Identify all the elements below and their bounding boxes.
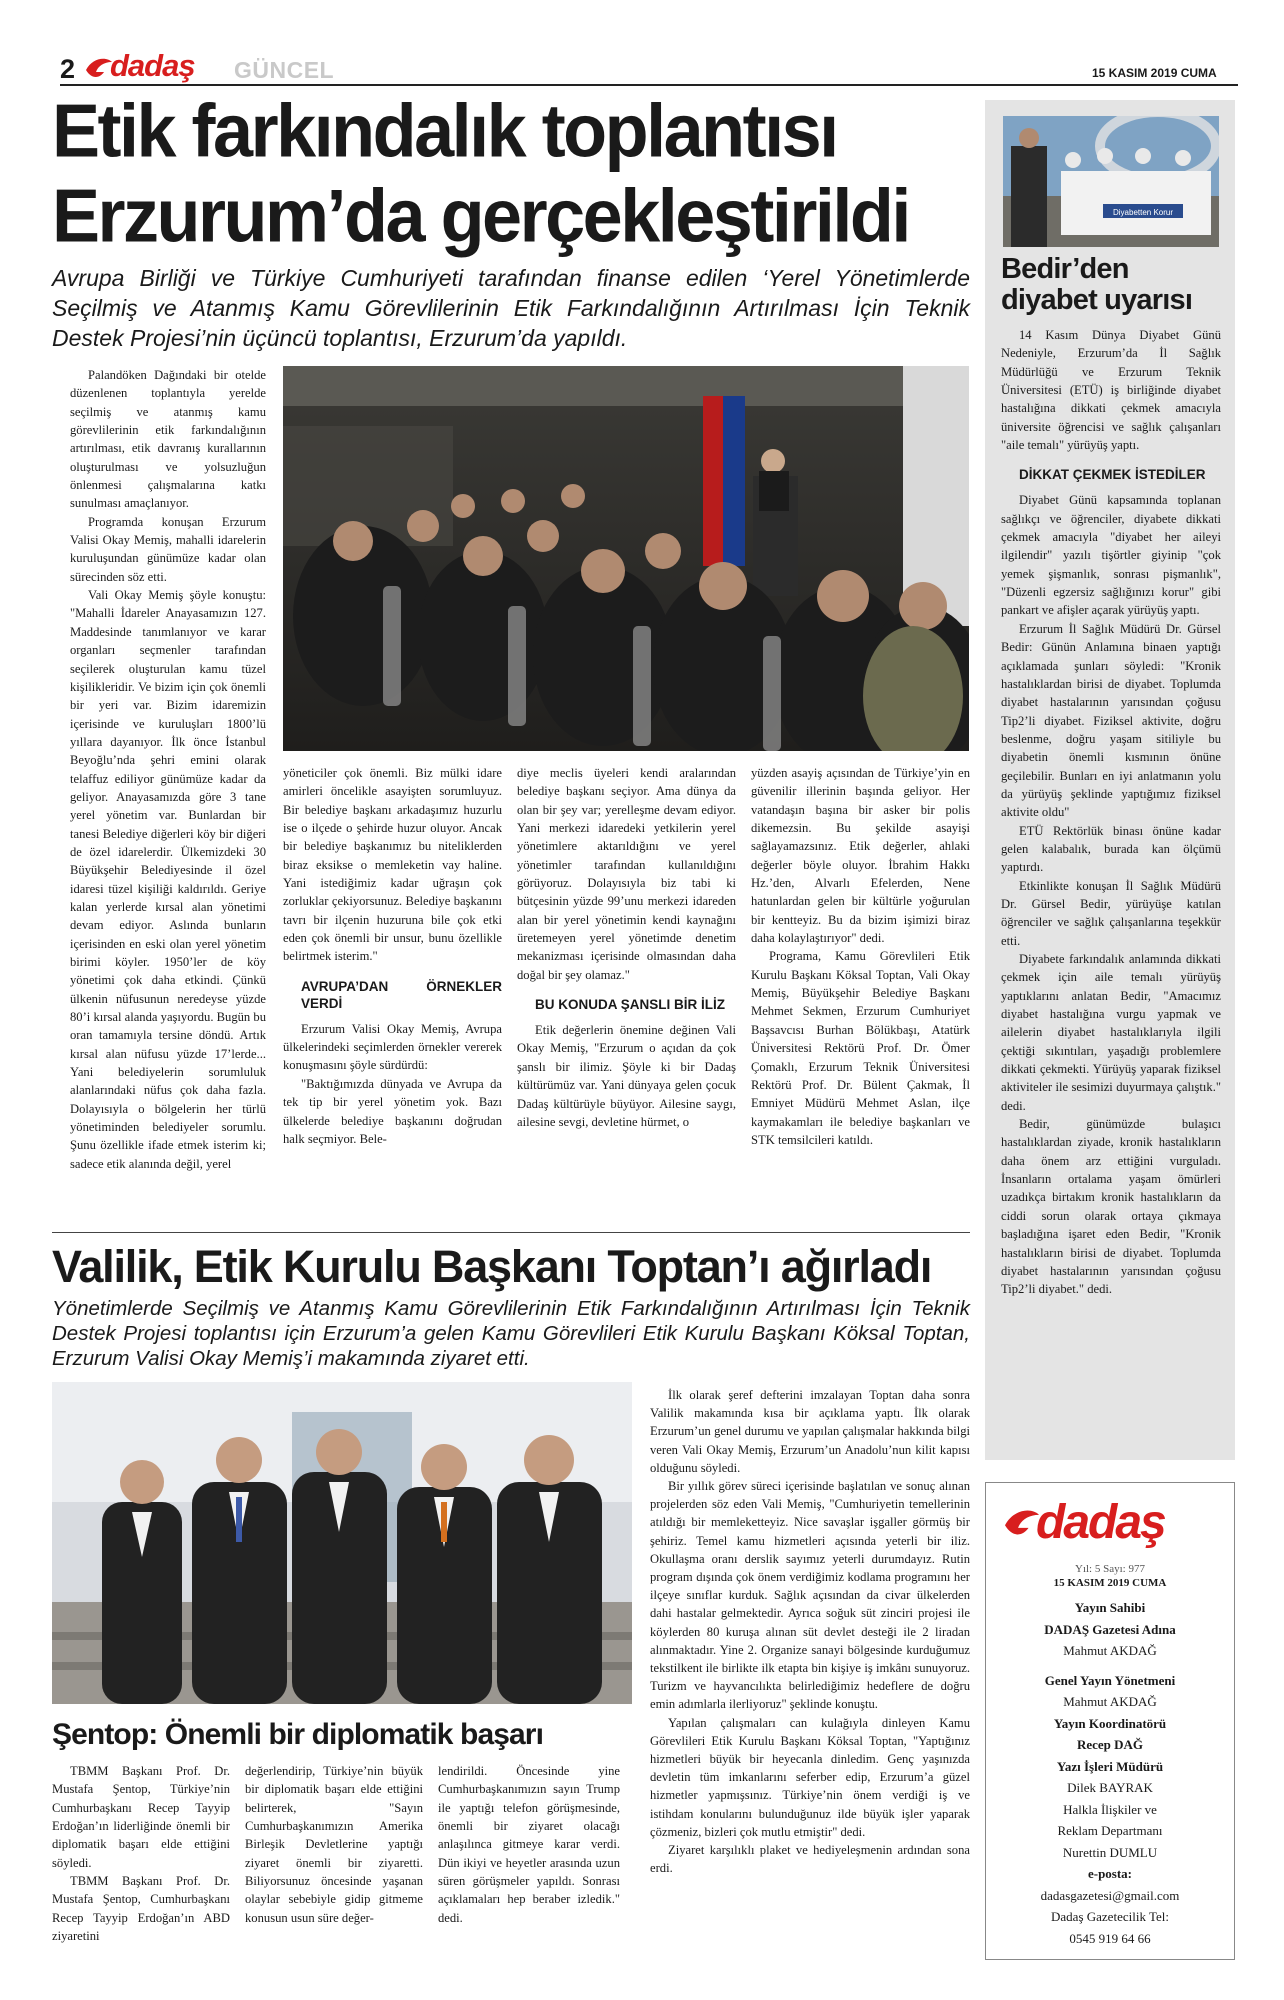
masthead-credit-value (986, 1662, 1234, 1670)
masthead-date: 15 KASIM 2019 CUMA (1053, 1577, 1167, 1589)
lead-subheading-1: AVRUPA’DAN ÖRNEKLER VERDİ (301, 978, 502, 1011)
sidebar-body (1001, 326, 1221, 1299)
second-paragraph: Ziyaret karşılıklı plaket ve hediyeleşmenin ardından sona erdi. (650, 1843, 970, 1876)
masthead-credit-title: e-posta: (1087, 1866, 1133, 1881)
lead-paragraph: Palandöken Dağındaki bir otelde düzenlenen toplantıyla yerelde seçilmiş ve atanmış kamu görevlilerinin etik farkındalığının artırılması, etik davranış kurallarının oluşturulması ve yolsuzluğun önlenmesi çalışmalarına katkı sunulması amaçlanıyor. (70, 368, 266, 511)
lead-headline (52, 89, 972, 260)
third-paragraph: TBMM Başkanı Prof. Dr. Mustafa Şentop, Cumhurbaşkanı Recep Tayyip Erdoğan’ın ABD ziyaretini (52, 1874, 230, 1944)
lead-paragraph: Programda konuşan Erzurum Valisi Okay Memiş, mahalli idarelerin kuruluşundan günümüze kadar olan sürecinden söz etti. (70, 514, 266, 584)
section-divider (52, 1232, 970, 1233)
second-paragraph: Bir yıllık görev süreci içerisinde başlatılan ve sonuç alınan projelerden söz eden Vali Memiş, "Cumhuriyetin temellerinin atıldığı bir memleketteyiz. Nice savaşlar işgaller görmüş bir şehiriz. Temel kamu hizmetleri açısında yeterli bir iliz. Okullaşma oranı derslik sayımız yeterli durumdayız. Rutin program dışında çok önem verdiğimiz kodlama programını her ilçeye sınıflar kurduk. Sağlık açısından da civar ülkelerden dahi hastalar gelmektedir. Ayrıca soğuk süt zinciri projesi ile köylerden 80 kuruşa alınan süt devlet desteği ile 2 liradan alınmaktadır. Yine 2. Organize sanayi bölgesinde kurduğumuz tekstilkent ile birlikte ilk etapta bin kişiye iş imkânı sunuyoruz. Turizm ve hayvancılıkta belirlediğimiz hedeflere de doğru emin adımlarla ilerliyoruz" şeklinde konuştu. (650, 1479, 970, 1712)
header-rule (60, 84, 1238, 86)
lead-paragraph: yüzden asayiş açısından de Türkiye’yin en güvenilir illerinin başında geliyor. Her vatandaşın başına bir asker bir polis dikemezsin. Bu şekilde asayişi sağlayamazsınız. Etik değerler, ahlaki değerler böyle oluyor. İbrahim Hakkı Hz.’den, Alvarlı Efelerden, Nene hatunlardan gelen bir kültürle yoğurulan bir kentteyiz. Bu da bizim işimizi biraz daha kolaylaştırıyor" dedi. (751, 766, 970, 946)
sidebar-headline-line1: Bedir’den (1001, 253, 1129, 285)
officials-photo-image (52, 1382, 632, 1704)
third-column-2 (245, 1762, 423, 1927)
masthead-credit-title: Yayın Sahibi (1074, 1600, 1146, 1615)
sidebar-paragraph: Erzurum İl Sağlık Müdürü Dr. Gürsel Bedir: Günün Anlamına binaen yaptığı açıklamada şunları söyledi: "Kronik hastalıklardan birisi de diyabet. Toplumda diyabet hastalarının yarısından çoğusu Tip2’li diyabet. Fiziksel aktivite, doğru beslenme, doğru yaşam sitiliyle bu diyabetin önemli kısmının önüne geçilebilir. Bunları en iyi anlatmanın yolu da yürüyüş şeklinde yaptığımız fiziksel aktivite oldu" (1001, 621, 1221, 820)
lead-paragraph: Programa, Kamu Görevlileri Etik Kurulu Başkanı Köksal Toptan, Vali Okay Memiş, Büyükşehir Belediye Başkanı Mehmet Sekmen, Erzurum Cumhuriyet Başsavcısı Burhan Bölükbaşı, Atatürk Üniversitesi Rektörü Prof. Dr. Ömer Çomaklı, Erzurum Teknik Üniversitesi Rektörü Prof. Dr. Bülent Çakmak, İl Emniyet Müdürü Mehmet Aslan, ilçe kaymakamları ile belediye başkanları ve STK temsilcileri katıldı. (751, 949, 970, 1147)
second-paragraph: Yapılan çalışmaları can kulağıyla dinleyen Kamu Görevlileri Etik Kurulu Başkanı Köksal Toptan, "Yaptığınız hizmetleri büyük bir heyecanla dinledim. Genç yaşınızda devletin tüm imkanlarını seferber edip, Erzurum’a güzel hizmetler yapmışsınız. Türkiye’nin önem verdiği iş ve istihdam konularını bulunduğunuz ilde büyük işler yaparak çözmeniz, bizleri çok mutlu etmiştir" dedi. (650, 1715, 970, 1839)
lead-headline-line2: Erzurum’da gerçekleştirildi (52, 175, 909, 259)
officials-photo (52, 1382, 632, 1704)
masthead-credit-value: Reklam Departmanı (1057, 1823, 1163, 1838)
masthead-logo (1002, 1495, 1222, 1555)
lead-paragraph: Erzurum Valisi Okay Memiş, Avrupa ülkelerindeki seçimlerden örnekler vererek konuşmasını şöyle sürdürdü: (283, 1021, 502, 1073)
second-deck: Yönetimlerde Seçilmiş ve Atanmış Kamu Görevlilerinin Etik Farkındalığının Artırılması İçin Teknik Destek Projesi toplantısı için Erzurum’a gelen Kamu Görevlileri Etik Kurulu Başkanı Köksal Toptan, Erzurum Valisi Okay Memiş’i makamında ziyaret etti. (52, 1297, 970, 1370)
sidebar-subheading: DİKKAT ÇEKMEK İSTEDİLER (1019, 467, 1206, 483)
lead-paragraph: Vali Okay Memiş şöyle konuştu: "Mahalli İdareler Anayasamızın 127. Maddesinde tanımlanıyor ve karar organları seçmenler tarafından seçilerek oluşturulan kamu tüzel kişilikleridir. Ve bizim için çok önemli bir yeri var. Bizim idaremizin içerisinde ve kuruluşları 1800’lü yıllara dayanıyor. İlk önce İstanbul Beyoğlu’nda şehri emini olarak telaffuz ediliyor günümüze kadar da geliyor. Anayasamızda göre 3 tane yerel yönetim var. Bunlardan bir tanesi Belediye diğerleri köy bir diğeri de özel idarelerdir. Ülkemizdeki 30 Büyükşehir Belediyesinde il özel idaresi tüzel kişiliği kaldırıldı. Geriye kalan yerlerde kırsal alan yönetimi devam ediyor. Aslında bunların içerisinden en eski olan yerel yönetim birimi köyler. 1950’ler de köy yönetimi çok daha etkindi. Çünkü ülkenin nüfusunun neredeyse yüzde 80’i kırsal alanda yaşıyordu. Bugün bu oran tamamıyla tersine döndü. Artık kırsal alan nüfusu yüzde 17’lerde... Yani belediyelerin sorumluluk alanlarındaki nüfus çok daha fazla. Dolayısıyla o bölgelerin her türlü yönetiminden belediyeler sorumlu. Şunu özellikle ifade etmek isterim ki; sadece etik alanında değil, yerel (70, 588, 266, 1171)
section-label: GÜNCEL (234, 57, 335, 83)
masthead-credit-value: Mahmut AKDAĞ (1063, 1694, 1157, 1709)
sidebar-paragraph: Bedir, günümüzde bulaşıcı hastalıklardan ziyade, kronik hastalıkların daha önem arz ettiğini vurguladı. İnsanların ortalama yaşam ömürleri uzadıkça birtakım kronik hastalıkların da ciddi sorun olarak ortaya çıkmaya başladığına işaret eden Bedir, "Kronik hastalıkların birisi de diyabet. Toplumda diyabet hastalarının yarısından çoğusu Tip2’li diyabet." dedi. (1001, 1117, 1221, 1297)
third-headline: Şentop: Önemli bir diplomatik başarı (52, 1718, 544, 1751)
second-paragraph: İlk olarak şeref defterini imzalayan Toptan daha sonra Valilik makamında kısa bir açıklama yaptı. İlk olarak Erzurum’un genel durumu ve yapılan çalışmalar hakkında bilgi veren Vali Okay Memiş, Erzurum’un Anadolu’nun kilit kapısı olduğunu söyledi. (650, 1388, 970, 1475)
sidebar-headline-line2: diyabet uyarısı (1001, 284, 1193, 316)
lead-column-1 (70, 366, 266, 1173)
sidebar-diabetes (985, 100, 1235, 1460)
second-headline: Valilik, Etik Kurulu Başkanı Toptan’ı ağırladı (52, 1241, 932, 1292)
third-column-1 (52, 1762, 230, 1945)
masthead-credit-value: Nurettin DUMLU (1062, 1844, 1158, 1860)
diabetes-walk-photo (1003, 116, 1219, 247)
third-column-3 (438, 1762, 620, 1927)
masthead-credits (986, 1597, 1234, 1949)
masthead-credit-title: Genel Yayın Yönetmeni (1044, 1672, 1176, 1688)
sidebar-paragraph: 14 Kasım Dünya Diyabet Günü Nedeniyle, Erzurum’da İl Sağlık Müdürlüğü ve Erzurum Teknik Üniversitesi (ETÜ) iş birliğinde diyabet hastalığına dikkati çekmek amacıyla üniversite öğrencisi ve sağlık çalışanları "aile temalı" yürüyüş yaptı. (1001, 328, 1221, 453)
sidebar-paragraph: ETÜ Rektörlük binası önüne kadar gelen kalabalık, burada kan ölçümü yaptırdı. (1001, 823, 1221, 875)
masthead-credit-value: dadasgazetesi@gmail.com (1040, 1887, 1180, 1903)
lead-paragraph: Etik değerlerin önemine değinen Vali Okay Memiş, "Erzurum o açıdan da çok şanslı bir ilimiz. Şöyle ki bir Dadaş kültürümüz var. Yani dünyaya gelen çocuk Dadaş kültürüyle büyüyor. Ailesine saygı, ailesine sevgi, devletine hürmet, o (517, 1023, 736, 1129)
header-date: 15 KASIM 2019 CUMA (1092, 66, 1217, 80)
third-paragraph: değerlendirip, Türkiye’nin büyük bir diplomatik başarı elde ettiğini belirterek, "Sayın Cumhurbaşkanımızın Amerika Birleşik Devletlerine yaptığı ziyaret önemli bir ziyaretti. Biliyorsunuz öncesinde yaşanan olaylar sebebiyle gidip gitmeme konusun usun süre değer- (245, 1764, 423, 1925)
diabetes-walk-image (1003, 116, 1219, 247)
lead-column-2 (283, 764, 502, 1148)
lead-paragraph: "Baktığımızda dünyada ve Avrupa da tek tip bir yerel yönetim yok. Bazı ülkelerde belediye başkanını doğrudan halk seçmiyor. Bele- (283, 1076, 502, 1146)
masthead-issue: Yıl: 5 Sayı: 977 (1075, 1563, 1145, 1575)
masthead-credit-value: Halkla İlişkiler ve (1063, 1801, 1157, 1817)
conference-photo-image (283, 366, 969, 751)
masthead-brand-name: dadaş (1036, 1496, 1165, 1549)
third-paragraph: TBMM Başkanı Prof. Dr. Mustafa Şentop, Türkiye’nin Cumhurbaşkanı Recep Tayyip Erdoğan’ın liderliğinde önemli bir diplomatik başarı elde ettiğini söyledi. (52, 1764, 230, 1870)
masthead-box (985, 1482, 1235, 1960)
masthead-credit-value: Dilek BAYRAK (1067, 1780, 1153, 1795)
lead-deck: Avrupa Birliği ve Türkiye Cumhuriyeti tarafından finanse edilen ‘Yerel Yönetimlerde Seçilmiş ve Atanmış Kamu Görevlilerinin Etik Farkındalığının Artırılması İçin Teknik Destek Projesi’nin üçüncü toplantısı, Erzurum’da yapıldı. (52, 265, 970, 351)
masthead-credit-title: Recep DAĞ (1076, 1737, 1144, 1752)
sidebar-paragraph: Etkinlikte konuşan İl Sağlık Müdürü Dr. Gürsel Bedir, yürüyüşe katılan öğrenciler ve sağlık çalışanlarına teşekkür etti. (1001, 878, 1221, 948)
lead-paragraph: diye meclis üyeleri kendi aralarından belediye başkanı seçiyor. Ama dünya da olan bir şey var; yerelleşme devam ediyor. Yani merkezi idaredeki yetkilerin yerel yönetimlere aktarıldığını ve yerel yönetimler tarafından kullanıldığını görüyoruz. Dolayısıyla biz tabi ki bütçesinin yüzde 99’unu merkezi idareden alan bir yerel yönetimin kendi kaynağını üretemeyen yerel yönetimde denetim mekanizması içerisinde olmasından daha doğal bir şey olamaz." (517, 766, 736, 982)
lead-headline-line1: Etik farkındalık toplantısı (52, 89, 837, 173)
second-body (650, 1386, 970, 1877)
masthead-credit-value: 0545 919 64 66 (1069, 1930, 1151, 1946)
masthead-credit-title: DADAŞ Gazetesi Adına (1044, 1621, 1176, 1637)
third-paragraph: lendirildi. Öncesinde yine Cumhurbaşkanımızın sayın Trump ile yaptığı telefon görüşmesinde, önemli bir ziyaret olacağı anlaşılınca gitmeye karar verdi. Dün ikiyi ve heyetler arasında uzun süren görüşmeler yapıldı. Sonrası açıklamaları hep beraber izledik." dedi. (438, 1764, 620, 1925)
lead-subheading-2: BU KONUDA ŞANSLI BİR İLİZ (535, 997, 725, 1013)
sidebar-paragraph: Diyabet Günü kapsamında toplanan sağlıkçı ve öğrenciler, diyabete dikkati çekmek amacıyla "diyabet her aileyi ilgilendir" yazılı tişörtler giyinip "çok yemek şişmanlık, sonrası pişmanlık", "Düzenli egzersiz sağlığınızı korur" gibi pankart ve afişler açarak yürüyüş yaptı. (1001, 493, 1221, 618)
masthead-credit-value: Mahmut AKDAĞ (1063, 1643, 1157, 1658)
masthead-credit-title: Yazı İşleri Müdürü (1056, 1758, 1164, 1774)
brand-name: dadaş (110, 48, 195, 83)
sidebar-paragraph: Diyabete farkındalık anlamında dikkati çekmek için aile temalı yürüyüş yaptıklarını anlatan Bedir, "Amacımız diyabet hastalığına vurgu yapmak ve ailelerin diyabet hastalıklarıyla ilgili çektiği sıkıntıları, yaşadığı problemlere dikkati çekmekti. Yürüyüş yaparak fiziksel aktiviteler ile sesimizi duyurmaya çalıştık." dedi. (1001, 952, 1221, 1113)
masthead-credit-title: Yayın Koordinatörü (1053, 1715, 1167, 1731)
brand-logo-header (84, 48, 234, 88)
conference-photo (283, 366, 969, 751)
sidebar-headline (1001, 254, 1226, 316)
banner-text: Diyabetten Korur (1112, 208, 1174, 217)
masthead-credit-value: Dadaş Gazetecilik Tel: (1051, 1909, 1169, 1924)
lead-column-4 (751, 764, 970, 1149)
lead-paragraph: yöneticiler çok önemli. Biz mülki idare amirleri öncelikle asayişten sorumluyuz. Bir belediye başkanı arkadaşımız huzurlu ise o ilçede o şehirde huzur oluyor. Ancak bir belediye başkanımız bu niteliklerden biraz eksikse o memleketin vay haline. Yani istediğimiz kadar uğraşın çok zorluklar çekiyorsunuz. Belediye başkanını tavrı bir ilçenin huzuruna bile çok etki eden çok önemli bir unsur, bunu özellikle belirtmek isterim." (283, 766, 502, 964)
lead-column-3 (517, 764, 736, 1131)
page-number: 2 (60, 54, 76, 84)
